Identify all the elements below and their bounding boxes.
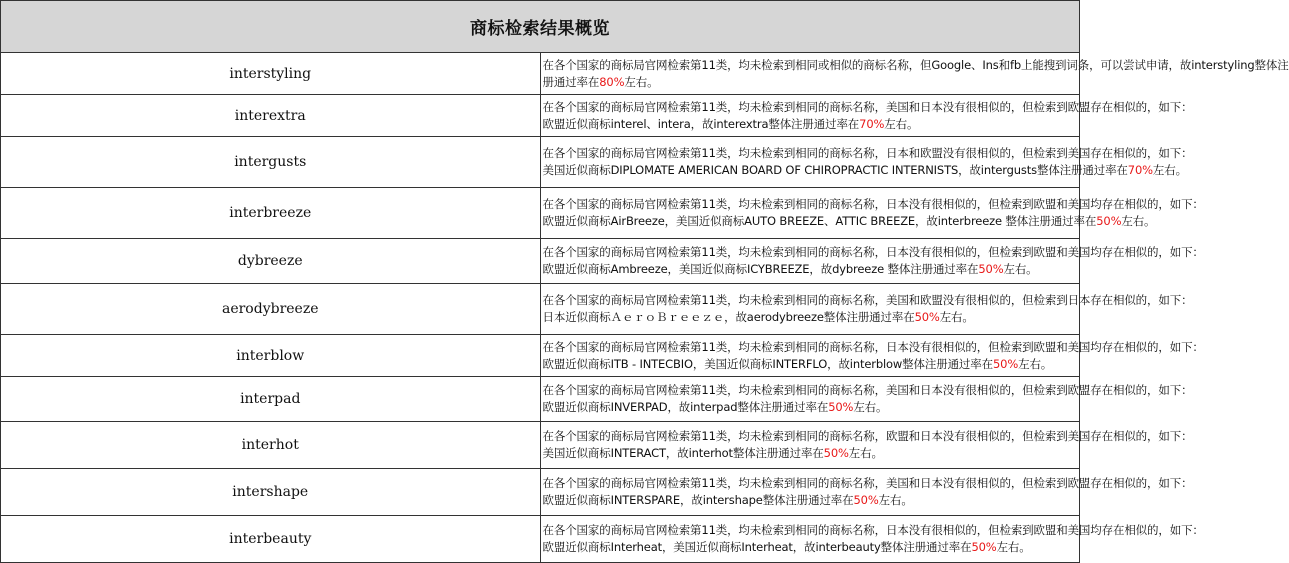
trademark-name: aerodybreeze: [1, 284, 541, 335]
description-line-2: [543, 356, 1080, 373]
table-row: [1, 95, 1080, 137]
search-result-description: [540, 422, 1193, 469]
description-line-1: 在各个国家的商标局官网检索第11类，均未检索到相同或相似的商标名称，但Google、Ins和fb上能搜到词条，可以尝试申请，故interstyling整体注: [542, 57, 1289, 72]
description-line-2: [543, 492, 1080, 509]
approval-rate: 70%: [1127, 163, 1153, 177]
table-row: [1, 284, 1080, 335]
search-result-description: [540, 284, 1193, 335]
description-line-2-text: 欧盟近似商标INTERSPARE，故intershape整体注册通过率在: [542, 493, 854, 507]
description-line-1: 在各个国家的商标局官网检索第11类，均未检索到相同的商标名称，美国和日本没有很相似的，但检索到欧盟存在相似的，如下：: [542, 383, 1193, 397]
search-result-description: [540, 53, 1289, 95]
description-line-2-text: 欧盟近似商标Interheat，美国近似商标Interheat，故interbeauty整体注册通过率在: [542, 540, 972, 554]
trademark-name: interblow: [1, 335, 541, 377]
table-row: [1, 137, 1080, 188]
description-line-2-suffix: 左右。: [878, 493, 913, 507]
table-row: [1, 422, 1080, 469]
trademark-name: intershape: [1, 469, 541, 516]
approval-rate: 50%: [971, 540, 997, 554]
trademark-name: dybreeze: [1, 239, 541, 284]
description-line-2-suffix: 左右。: [996, 540, 1031, 554]
table-row: [1, 53, 1080, 95]
description-line-2-text: 册通过率在: [542, 74, 600, 89]
approval-rate: 50%: [992, 356, 1019, 371]
description-line-2-suffix: 左右。: [1018, 356, 1053, 371]
trademark-name: interbreeze: [1, 188, 541, 239]
description-line-2-suffix: 左右。: [939, 310, 974, 324]
approval-rate: 80%: [599, 74, 625, 89]
search-result-description: [540, 188, 1204, 239]
trademark-name: interstyling: [1, 53, 541, 95]
approval-rate: 50%: [823, 446, 849, 460]
search-result-description: [540, 469, 1193, 516]
page-title: 商标检索结果概览: [1, 1, 1080, 53]
description-line-2: [543, 399, 1080, 416]
description-line-1: 在各个国家的商标局官网检索第11类，均未检索到相同的商标名称，日本没有很相似的，但检索到欧盟和美国均存在相似的，如下：: [542, 339, 1204, 354]
description-line-1: 在各个国家的商标局官网检索第11类，均未检索到相同的商标名称，日本没有很相似的，但检索到欧盟和美国均存在相似的，如下：: [542, 245, 1204, 259]
description-line-2-suffix: 左右。: [1152, 163, 1187, 177]
description-line-1: 在各个国家的商标局官网检索第11类，均未检索到相同的商标名称，美国和欧盟没有很相似的，但检索到日本存在相似的，如下：: [542, 293, 1193, 307]
table-row: [1, 516, 1080, 563]
trademark-name: interhot: [1, 422, 541, 469]
approval-rate: 50%: [828, 400, 854, 414]
description-line-1: 在各个国家的商标局官网检索第11类，均未检索到相同的商标名称，美国和日本没有很相似的，但检索到欧盟存在相似的，如下：: [542, 476, 1193, 490]
trademark-name: intergusts: [1, 137, 541, 188]
description-line-1: 在各个国家的商标局官网检索第11类，均未检索到相同的商标名称，欧盟和日本没有很相似的，但检索到美国存在相似的，如下：: [542, 429, 1193, 443]
approval-rate: 70%: [859, 116, 885, 131]
description-line-2-text: 欧盟近似商标AirBreeze，美国近似商标AUTO BREEZE、ATTIC BREEZE，故interbreeze 整体注册通过率在: [542, 214, 1097, 228]
description-line-2: [542, 162, 1187, 179]
description-line-2-text: 欧盟近似商标ITB - INTECBIO，美国近似商标INTERFLO，故interblow整体注册通过率在: [542, 356, 993, 371]
description-line-1: 在各个国家的商标局官网检索第11类，均未检索到相同的商标名称，日本没有很相似的，但检索到欧盟和美国均存在相似的，如下：: [542, 523, 1204, 537]
description-line-2-suffix: 左右。: [848, 446, 883, 460]
search-result-description: [540, 377, 1193, 422]
search-result-description: [540, 239, 1204, 284]
description-line-1: 在各个国家的商标局官网检索第11类，均未检索到相同的商标名称，日本和欧盟没有很相似的，但检索到美国存在相似的，如下：: [542, 146, 1193, 160]
description-line-2-text: 欧盟近似商标INVERPAD，故interpad整体注册通过率在: [542, 400, 829, 414]
trademark-name: interbeauty: [1, 516, 541, 563]
table-row: [1, 377, 1080, 422]
description-line-1: 在各个国家的商标局官网检索第11类，均未检索到相同的商标名称，日本没有很相似的，但检索到欧盟和美国均存在相似的，如下：: [542, 197, 1204, 211]
description-line-2: [542, 213, 1156, 230]
description-line-2: [543, 445, 1080, 462]
description-line-2: [543, 309, 1080, 326]
description-line-2-text: 欧盟近似商标interel、intera，故interextra整体注册通过率在: [542, 116, 860, 131]
description-line-2: [543, 116, 1080, 133]
description-line-1: 在各个国家的商标局官网检索第11类，均未检索到相同的商标名称，美国和日本没有很相似的，但检索到欧盟存在相似的，如下：: [542, 99, 1193, 114]
table-row: [1, 469, 1080, 516]
description-line-2-suffix: 左右。: [884, 116, 919, 131]
description-line-2-suffix: 左右。: [853, 400, 888, 414]
search-result-description: [540, 516, 1204, 563]
approval-rate: 50%: [853, 493, 879, 507]
table-row: [1, 188, 1080, 239]
table-row: [1, 335, 1080, 377]
search-result-description: [540, 95, 1193, 137]
description-line-2: [543, 261, 1080, 278]
description-line-2-text: 欧盟近似商标Ambreeze，美国近似商标ICYBREEZE，故dybreeze 整体注册通过率在: [542, 262, 979, 276]
description-line-2: [543, 74, 1080, 91]
description-line-2-text: 美国近似商标INTERACT，故interhot整体注册通过率在: [542, 446, 824, 460]
description-line-2-suffix: 左右。: [1003, 262, 1038, 276]
description-line-2-text: 美国近似商标DIPLOMATE AMERICAN BOARD OF CHIROPRACTIC INTERNISTS，故intergusts整体注册通过率在: [542, 163, 1128, 177]
approval-rate: 50%: [914, 310, 940, 324]
trademark-name: interpad: [1, 377, 541, 422]
title-row: [1, 1, 1080, 53]
approval-rate: 50%: [978, 262, 1004, 276]
description-line-2-suffix: 左右。: [624, 74, 659, 89]
table-row: [1, 239, 1080, 284]
description-line-2: [543, 539, 1080, 556]
description-line-2-text: 日本近似商标ＡｅｒｏＢｒｅｅｚｅ，故aerodybreeze整体注册通过率在: [542, 310, 915, 324]
description-line-2-suffix: 左右。: [1121, 214, 1156, 228]
trademark-name: interextra: [1, 95, 541, 137]
search-result-description: [540, 137, 1193, 188]
approval-rate: 50%: [1096, 214, 1122, 228]
search-result-description: [540, 335, 1204, 377]
